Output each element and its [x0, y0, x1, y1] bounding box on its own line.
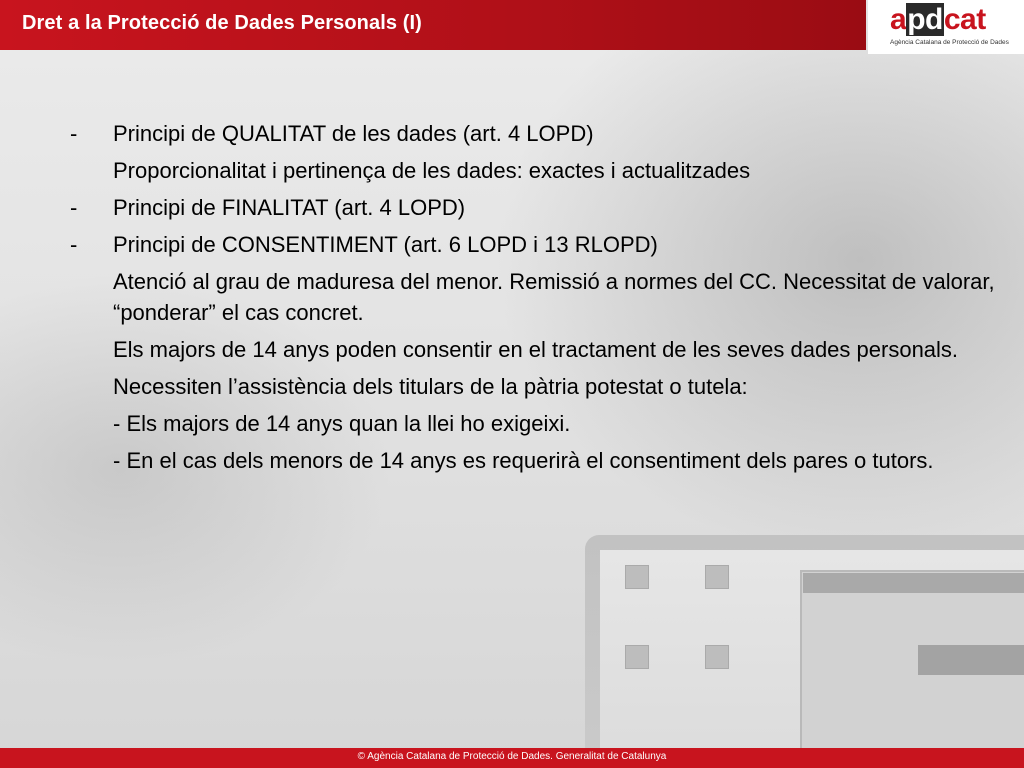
list-item — [70, 155, 1000, 186]
header-bar — [0, 0, 866, 50]
logo-highlight: pd — [907, 3, 943, 36]
list-item-text: Principi de FINALITAT (art. 4 LOPD) — [113, 195, 466, 220]
list-item — [70, 334, 1000, 365]
background-window-bar — [918, 645, 1024, 675]
bullet-dash: - — [70, 121, 78, 146]
logo-wordmark — [890, 2, 986, 38]
bullet-dash: - — [70, 232, 78, 257]
slide-title: Dret a la Protecció de Dades Personals (I) — [22, 12, 422, 34]
background-desktop-icon — [625, 565, 649, 589]
list-item — [70, 408, 1000, 439]
list-item — [70, 266, 1000, 328]
copyright-text: © Agència Catalana de Protecció de Dades. Generalitat de Catalunya — [357, 751, 667, 762]
logo-subtitle: Agència Catalana de Protecció de Dades — [890, 39, 1009, 46]
list-item — [70, 118, 1000, 149]
list-item — [70, 229, 1000, 260]
list-item-text: - En el cas dels menors de 14 anys es requerirà el consentiment dels pares o tutors. — [113, 448, 934, 473]
list-item-text: Atenció al grau de maduresa del menor. Remissió a normes del CC. Necessitat de valorar, “ponderar” el cas concret. — [113, 269, 995, 325]
list-item-text: Principi de CONSENTIMENT (art. 6 LOPD i 13 RLOPD) — [113, 232, 658, 257]
list-item-text: Necessiten l’assistència dels titulars de la pàtria potestat o tutela: — [113, 374, 748, 399]
slide-body — [70, 118, 1000, 476]
logo-prefix: a — [890, 3, 907, 36]
background-desktop-icon — [625, 645, 649, 669]
background-window-bar — [803, 573, 1024, 593]
list-item-text: Principi de QUALITAT de les dades (art. 4 LOPD) — [113, 121, 594, 146]
list-item — [70, 192, 1000, 223]
bullet-dash: - — [70, 195, 78, 220]
background-desktop-icon — [705, 645, 729, 669]
list-item-text: Els majors de 14 anys poden consentir en el tractament de les seves dades personals. — [113, 337, 959, 362]
apdcat-logo — [868, 0, 1024, 54]
logo-suffix: cat — [943, 3, 986, 36]
list-item-text: - Els majors de 14 anys quan la llei ho exigeixi. — [113, 411, 571, 436]
list-item — [70, 445, 1000, 476]
list-item-text: Proporcionalitat i pertinença de les dades: exactes i actualitzades — [113, 158, 751, 183]
footer-bar — [0, 748, 1024, 768]
list-item — [70, 371, 1000, 402]
background-desktop-icon — [705, 565, 729, 589]
